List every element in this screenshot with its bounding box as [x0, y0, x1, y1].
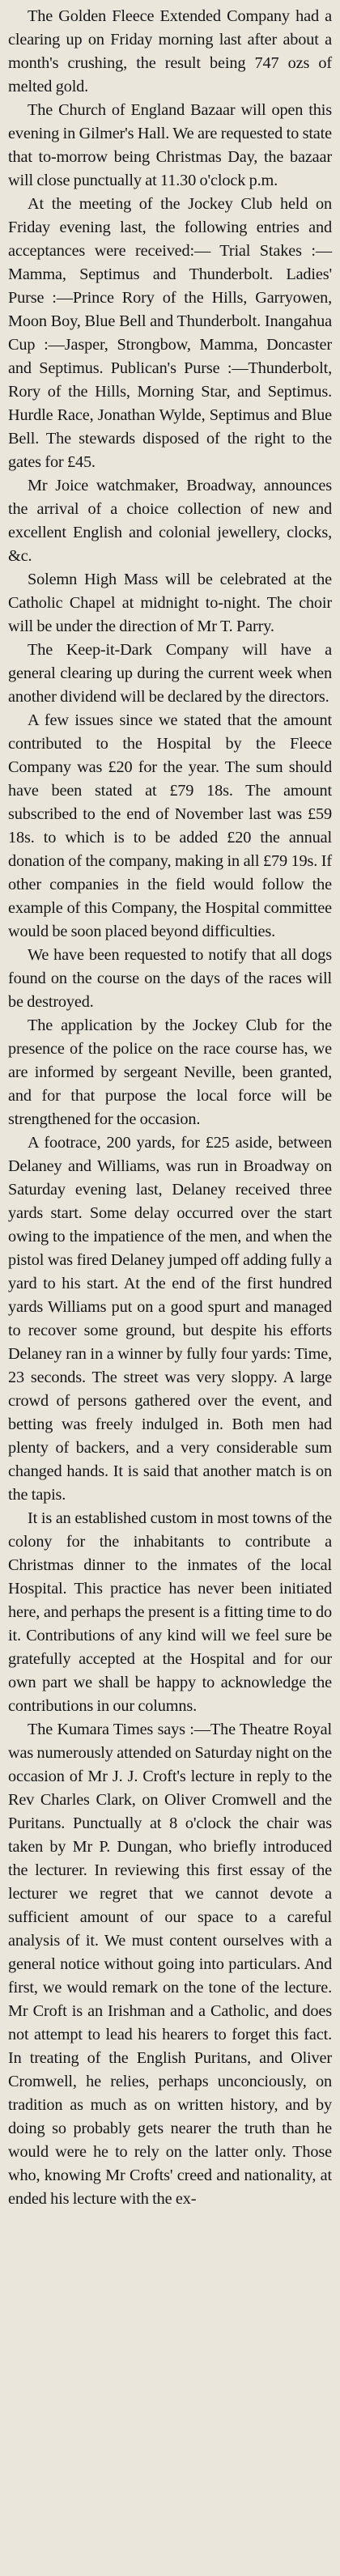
paragraph-joice-watchmaker: Mr Joice watchmaker, Broadway, announces the arrival of a choice collection of new and excellent English and colonial jewellery, clocks, &c. — [8, 477, 332, 565]
paragraph-high-mass: Solemn High Mass will be celebrated at the Catholic Chapel at midnight to-night. The choir will be under the direction of Mr T. Parry. — [8, 571, 332, 635]
paragraph-church-bazaar: The Church of England Bazaar will open this evening in Gilmer's Hall. We are requested to state that to-morrow being Christmas Day, the bazaar will close punctually at 11.30 o'clock p.m. — [8, 101, 332, 189]
paragraph-hospital-contribution: A few issues since we stated that the amount contributed to the Hospital by the Fleece Company was £20 for the year. The sum should have been stated at £79 18s. The amount subscribed to the end of November last was £59 18s. to which is to be added £20 the annual donation of the company, making in all £79 19s. If other companies in the field would follow the example of this Company, the Hospital committee would be soon placed beyond difficulties. — [8, 711, 332, 940]
paragraph-golden-fleece: The Golden Fleece Extended Company had a clearing up on Friday morning last after about a month's crushing, the result being 747 ozs of melted gold. — [8, 7, 332, 95]
paragraph-kumara-times: The Kumara Times says :—The Theatre Royal was numerously attended on Saturday night on the occasion of Mr J. J. Croft's lecture in reply to the Rev Charles Clark, on Oliver Cromwell and the Puritans. Punctually at 8 o'clock the chair was taken by Mr P. Dungan, who briefly introduced the lecturer. In reviewing this first essay of the lecturer we regret that we cannot devote a sufficient amount of our space to a careful analysis of it. We must content ourselves with a general notice without going into particulars. And first, we would remark on the tone of the lecture. Mr Croft is an Irishman and a Catholic, and does not attempt to lead his hearers to forget this fact. In treating of the English Puritans, and Oliver Cromwell, he relies, perhaps unconciously, on tradition as much as on written history, and by doing so probably gets nearer the truth than he would were he to rely on the latter only. Those who, knowing Mr Crofts' creed and nationality, at ended his lecture with the ex- — [8, 1721, 332, 2208]
paragraph-dogs-notice: We have been requested to notify that all dogs found on the course on the days of the races will be destroyed. — [8, 946, 332, 1011]
news-column — [8, 5, 332, 2211]
paragraph-christmas-dinner: It is an established custom in most towns of the colony for the inhabitants to contribute a Christmas dinner to the inmates of the local Hospital. This practice has never been initiated here, and perhaps the present is a fitting time to do it. Contributions of any kind will we feel sure be gratefully accepted at the Hospital and for our own part we shall be happy to acknowledge the contributions in our columns. — [8, 1509, 332, 1715]
paragraph-police-application: The application by the Jockey Club for the presence of the police on the race course has, we are informed by sergeant Neville, been granted, and for that purpose the local force will be strengthened for the occasion. — [8, 1016, 332, 1128]
paragraph-keep-it-dark: The Keep-it-Dark Company will have a general clearing up during the current week when another dividend will be declared by the directors. — [8, 641, 332, 706]
paragraph-jockey-club-entries: At the meeting of the Jockey Club held on Friday evening last, the following entries and acceptances were received:— Trial Stakes :—Mamma, Septimus and Thunderbolt. Ladies' Purse :—Prince Rory of the Hills, Garryowen, Moon Boy, Blue Bell and Thunderbolt. Inangahua Cup :—Jasper, Strongbow, Mamma, Doncaster and Septimus. Publican's Purse :—Thunderbolt, Rory of the Hills, Morning Star, and Septimus. Hurdle Race, Jonathan Wylde, Septimus and Blue Bell. The stewards disposed of the right to the gates for £45. — [8, 195, 332, 471]
paragraph-footrace: A footrace, 200 yards, for £25 aside, between Delaney and Williams, was run in Broadway on Saturday evening last, Delaney received three yards start. Some delay occurred over the start owing to the impatience of the men, and when the pistol was fired Delaney jumped off adding fully a yard to his start. At the end of the first hundred yards Williams put on a good spurt and managed to recover some ground, but despite his efforts Delaney ran in a winner by fully four yards: Time, 23 seconds. The street was very sloppy. A large crowd of persons gathered over the event, and betting was freely indulged in. Both men had plenty of backers, and a very considerable sum changed hands. It is said that another match is on the tapis. — [8, 1134, 332, 1504]
